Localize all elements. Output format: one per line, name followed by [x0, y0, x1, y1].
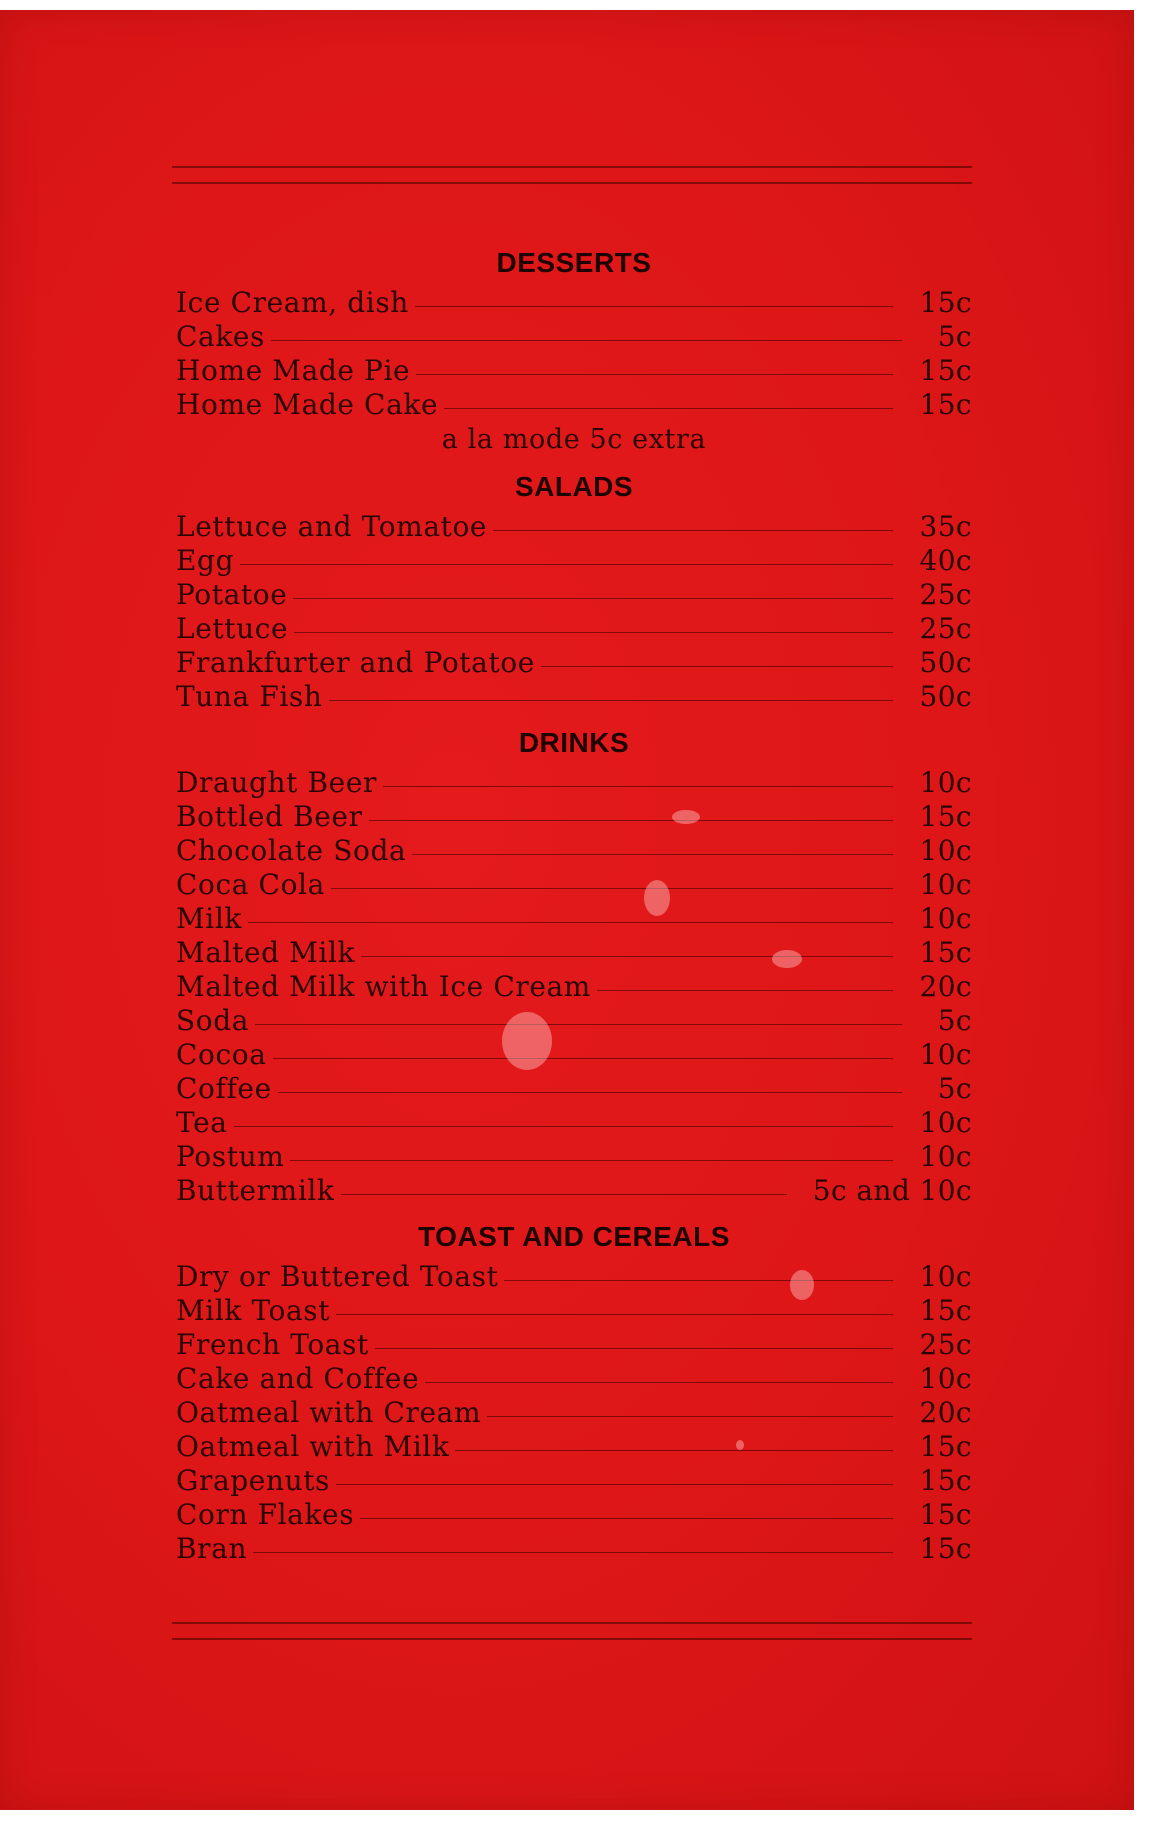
dotted-leader	[294, 632, 893, 633]
dotted-leader	[336, 1484, 893, 1485]
menu-item-price: 15c	[919, 1532, 972, 1565]
dotted-leader	[290, 1160, 893, 1161]
dotted-leader	[293, 598, 893, 599]
dotted-leader	[278, 1092, 902, 1093]
paper-stain	[736, 1440, 744, 1450]
menu-item-name: Potatoe	[176, 578, 288, 611]
dotted-leader	[425, 1382, 893, 1383]
section-heading: DRINKS	[518, 727, 630, 758]
paper-stain	[790, 1270, 814, 1300]
dotted-leader	[273, 1058, 894, 1059]
menu-item	[176, 1174, 972, 1208]
menu-item-price: 10c	[919, 1362, 972, 1395]
menu-item	[176, 544, 972, 578]
menu-section	[176, 464, 972, 714]
bottom-rule-1	[172, 1622, 972, 1624]
menu-item-name: Tea	[176, 1106, 228, 1139]
menu-item-name: Home Made Pie	[176, 354, 411, 387]
menu-item-price: 15c	[919, 800, 972, 833]
dotted-leader	[361, 956, 893, 957]
menu-item	[176, 286, 972, 320]
dotted-leader	[597, 990, 894, 991]
menu-item-name: Coca Cola	[176, 868, 325, 901]
menu-item-price: 25c	[919, 612, 972, 645]
menu-item	[176, 1532, 972, 1566]
menu-item	[176, 578, 972, 612]
menu-item-price: 5c and 10c	[812, 1174, 972, 1207]
dotted-leader	[375, 1348, 894, 1349]
section-heading: DESSERTS	[496, 247, 652, 278]
menu-item	[176, 868, 972, 902]
menu-item	[176, 1294, 972, 1328]
menu-item-price: 25c	[919, 578, 972, 611]
menu-item	[176, 1498, 972, 1532]
menu-item-price: 40c	[919, 544, 972, 577]
menu-item-name: Dry or Buttered Toast	[176, 1260, 499, 1293]
menu-content	[176, 234, 972, 1566]
menu-item-list	[176, 510, 972, 714]
menu-item-name: Chocolate Soda	[176, 834, 407, 867]
menu-item	[176, 646, 972, 680]
section-note: a la mode 5c extra	[441, 424, 707, 455]
menu-item-price: 10c	[919, 1106, 972, 1139]
menu-item-name: Oatmeal with Cream	[176, 1396, 482, 1429]
menu-item-price: 5c	[937, 320, 972, 353]
menu-item	[176, 800, 972, 834]
menu-item-price: 10c	[919, 766, 972, 799]
menu-item-price: 15c	[919, 388, 972, 421]
menu-item-list	[176, 286, 972, 422]
menu-item-name: Draught Beer	[176, 766, 377, 799]
menu-item-price: 10c	[919, 1260, 972, 1293]
menu-item	[176, 1072, 972, 1106]
menu-item-name: Cake and Coffee	[176, 1362, 420, 1395]
dotted-leader	[444, 408, 893, 409]
menu-item	[176, 766, 972, 800]
top-rule-2	[172, 182, 972, 184]
dotted-leader	[336, 1314, 893, 1315]
menu-item-price: 5c	[937, 1004, 972, 1037]
menu-item-list	[176, 766, 972, 1208]
dotted-leader	[253, 1552, 893, 1553]
menu-item-name: Oatmeal with Milk	[176, 1430, 450, 1463]
menu-item-price: 25c	[919, 1328, 972, 1361]
menu-item-name: Tuna Fish	[176, 680, 323, 713]
menu-item	[176, 936, 972, 970]
menu-item-name: Postum	[176, 1140, 285, 1173]
menu-item	[176, 1328, 972, 1362]
menu-item-name: Bottled Beer	[176, 800, 363, 833]
menu-item	[176, 1140, 972, 1174]
menu-item	[176, 320, 972, 354]
dotted-leader	[360, 1518, 893, 1519]
paper-stain	[672, 810, 700, 824]
menu-section	[176, 720, 972, 1208]
menu-item	[176, 970, 972, 1004]
menu-item-name: Coffee	[176, 1072, 272, 1105]
menu-item-price: 15c	[919, 1464, 972, 1497]
menu-item	[176, 612, 972, 646]
menu-item	[176, 1004, 972, 1038]
menu-section	[176, 1214, 972, 1566]
dotted-leader	[331, 888, 894, 889]
menu-item-name: Buttermilk	[176, 1174, 335, 1207]
dotted-leader	[504, 1280, 893, 1281]
menu-item	[176, 510, 972, 544]
menu-item-name: Bran	[176, 1532, 248, 1565]
menu-item	[176, 1362, 972, 1396]
dotted-leader	[271, 340, 902, 341]
section-heading: SALADS	[514, 471, 634, 502]
menu-item	[176, 1396, 972, 1430]
menu-item-price: 10c	[919, 902, 972, 935]
menu-item-name: French Toast	[176, 1328, 369, 1361]
menu-item-price: 50c	[919, 646, 972, 679]
menu-item-price: 10c	[919, 1038, 972, 1071]
menu-item	[176, 1106, 972, 1140]
menu-item-price: 15c	[919, 1430, 972, 1463]
menu-item-name: Cocoa	[176, 1038, 267, 1071]
menu-item-name: Cakes	[176, 320, 266, 353]
dotted-leader	[240, 564, 893, 565]
menu-item-price: 15c	[919, 1294, 972, 1327]
menu-page	[0, 10, 1134, 1810]
menu-item-price: 10c	[919, 868, 972, 901]
section-heading: TOAST AND CEREALS	[418, 1221, 730, 1252]
menu-item-name: Lettuce and Tomatoe	[176, 510, 488, 543]
paper-stain	[772, 950, 802, 968]
menu-item-list	[176, 1260, 972, 1566]
menu-item	[176, 902, 972, 936]
menu-item-price: 5c	[937, 1072, 972, 1105]
dotted-leader	[487, 1416, 893, 1417]
menu-item-price: 50c	[919, 680, 972, 713]
menu-item	[176, 1464, 972, 1498]
menu-section	[176, 240, 972, 458]
dotted-leader	[493, 530, 893, 531]
menu-item-price: 10c	[919, 834, 972, 867]
menu-item-price: 15c	[919, 286, 972, 319]
menu-item-name: Soda	[176, 1004, 250, 1037]
menu-item-price: 20c	[919, 970, 972, 1003]
menu-item	[176, 388, 972, 422]
menu-item-name: Lettuce	[176, 612, 289, 645]
top-rule-1	[172, 166, 972, 168]
dotted-leader	[248, 922, 894, 923]
menu-item-name: Milk Toast	[176, 1294, 331, 1327]
dotted-leader	[341, 1194, 787, 1195]
menu-item	[176, 834, 972, 868]
menu-item-name: Corn Flakes	[176, 1498, 355, 1531]
dotted-leader	[255, 1024, 902, 1025]
dotted-leader	[234, 1126, 894, 1127]
menu-item-name: Home Made Cake	[176, 388, 439, 421]
menu-item-price: 15c	[919, 354, 972, 387]
menu-item-price: 15c	[919, 936, 972, 969]
menu-item-price: 35c	[919, 510, 972, 543]
menu-item	[176, 1430, 972, 1464]
bottom-rule-2	[172, 1638, 972, 1640]
menu-item-name: Malted Milk	[176, 936, 356, 969]
menu-item-name: Egg	[176, 544, 235, 577]
menu-item-price: 20c	[919, 1396, 972, 1429]
dotted-leader	[415, 306, 894, 307]
dotted-leader	[329, 700, 894, 701]
paper-stain	[502, 1012, 552, 1070]
paper-stain	[644, 880, 670, 916]
menu-item-name: Ice Cream, dish	[176, 286, 409, 319]
menu-item	[176, 1038, 972, 1072]
menu-item	[176, 1260, 972, 1294]
menu-item-name: Grapenuts	[176, 1464, 331, 1497]
menu-item-name: Malted Milk with Ice Cream	[176, 970, 591, 1003]
menu-item-price: 10c	[919, 1140, 972, 1173]
dotted-leader	[383, 786, 894, 787]
dotted-leader	[455, 1450, 893, 1451]
menu-item-name: Milk	[176, 902, 242, 935]
dotted-leader	[416, 374, 893, 375]
menu-item	[176, 354, 972, 388]
dotted-leader	[369, 820, 894, 821]
menu-item-name: Frankfurter and Potatoe	[176, 646, 535, 679]
dotted-leader	[412, 854, 893, 855]
menu-item-price: 15c	[919, 1498, 972, 1531]
menu-item	[176, 680, 972, 714]
dotted-leader	[541, 666, 894, 667]
